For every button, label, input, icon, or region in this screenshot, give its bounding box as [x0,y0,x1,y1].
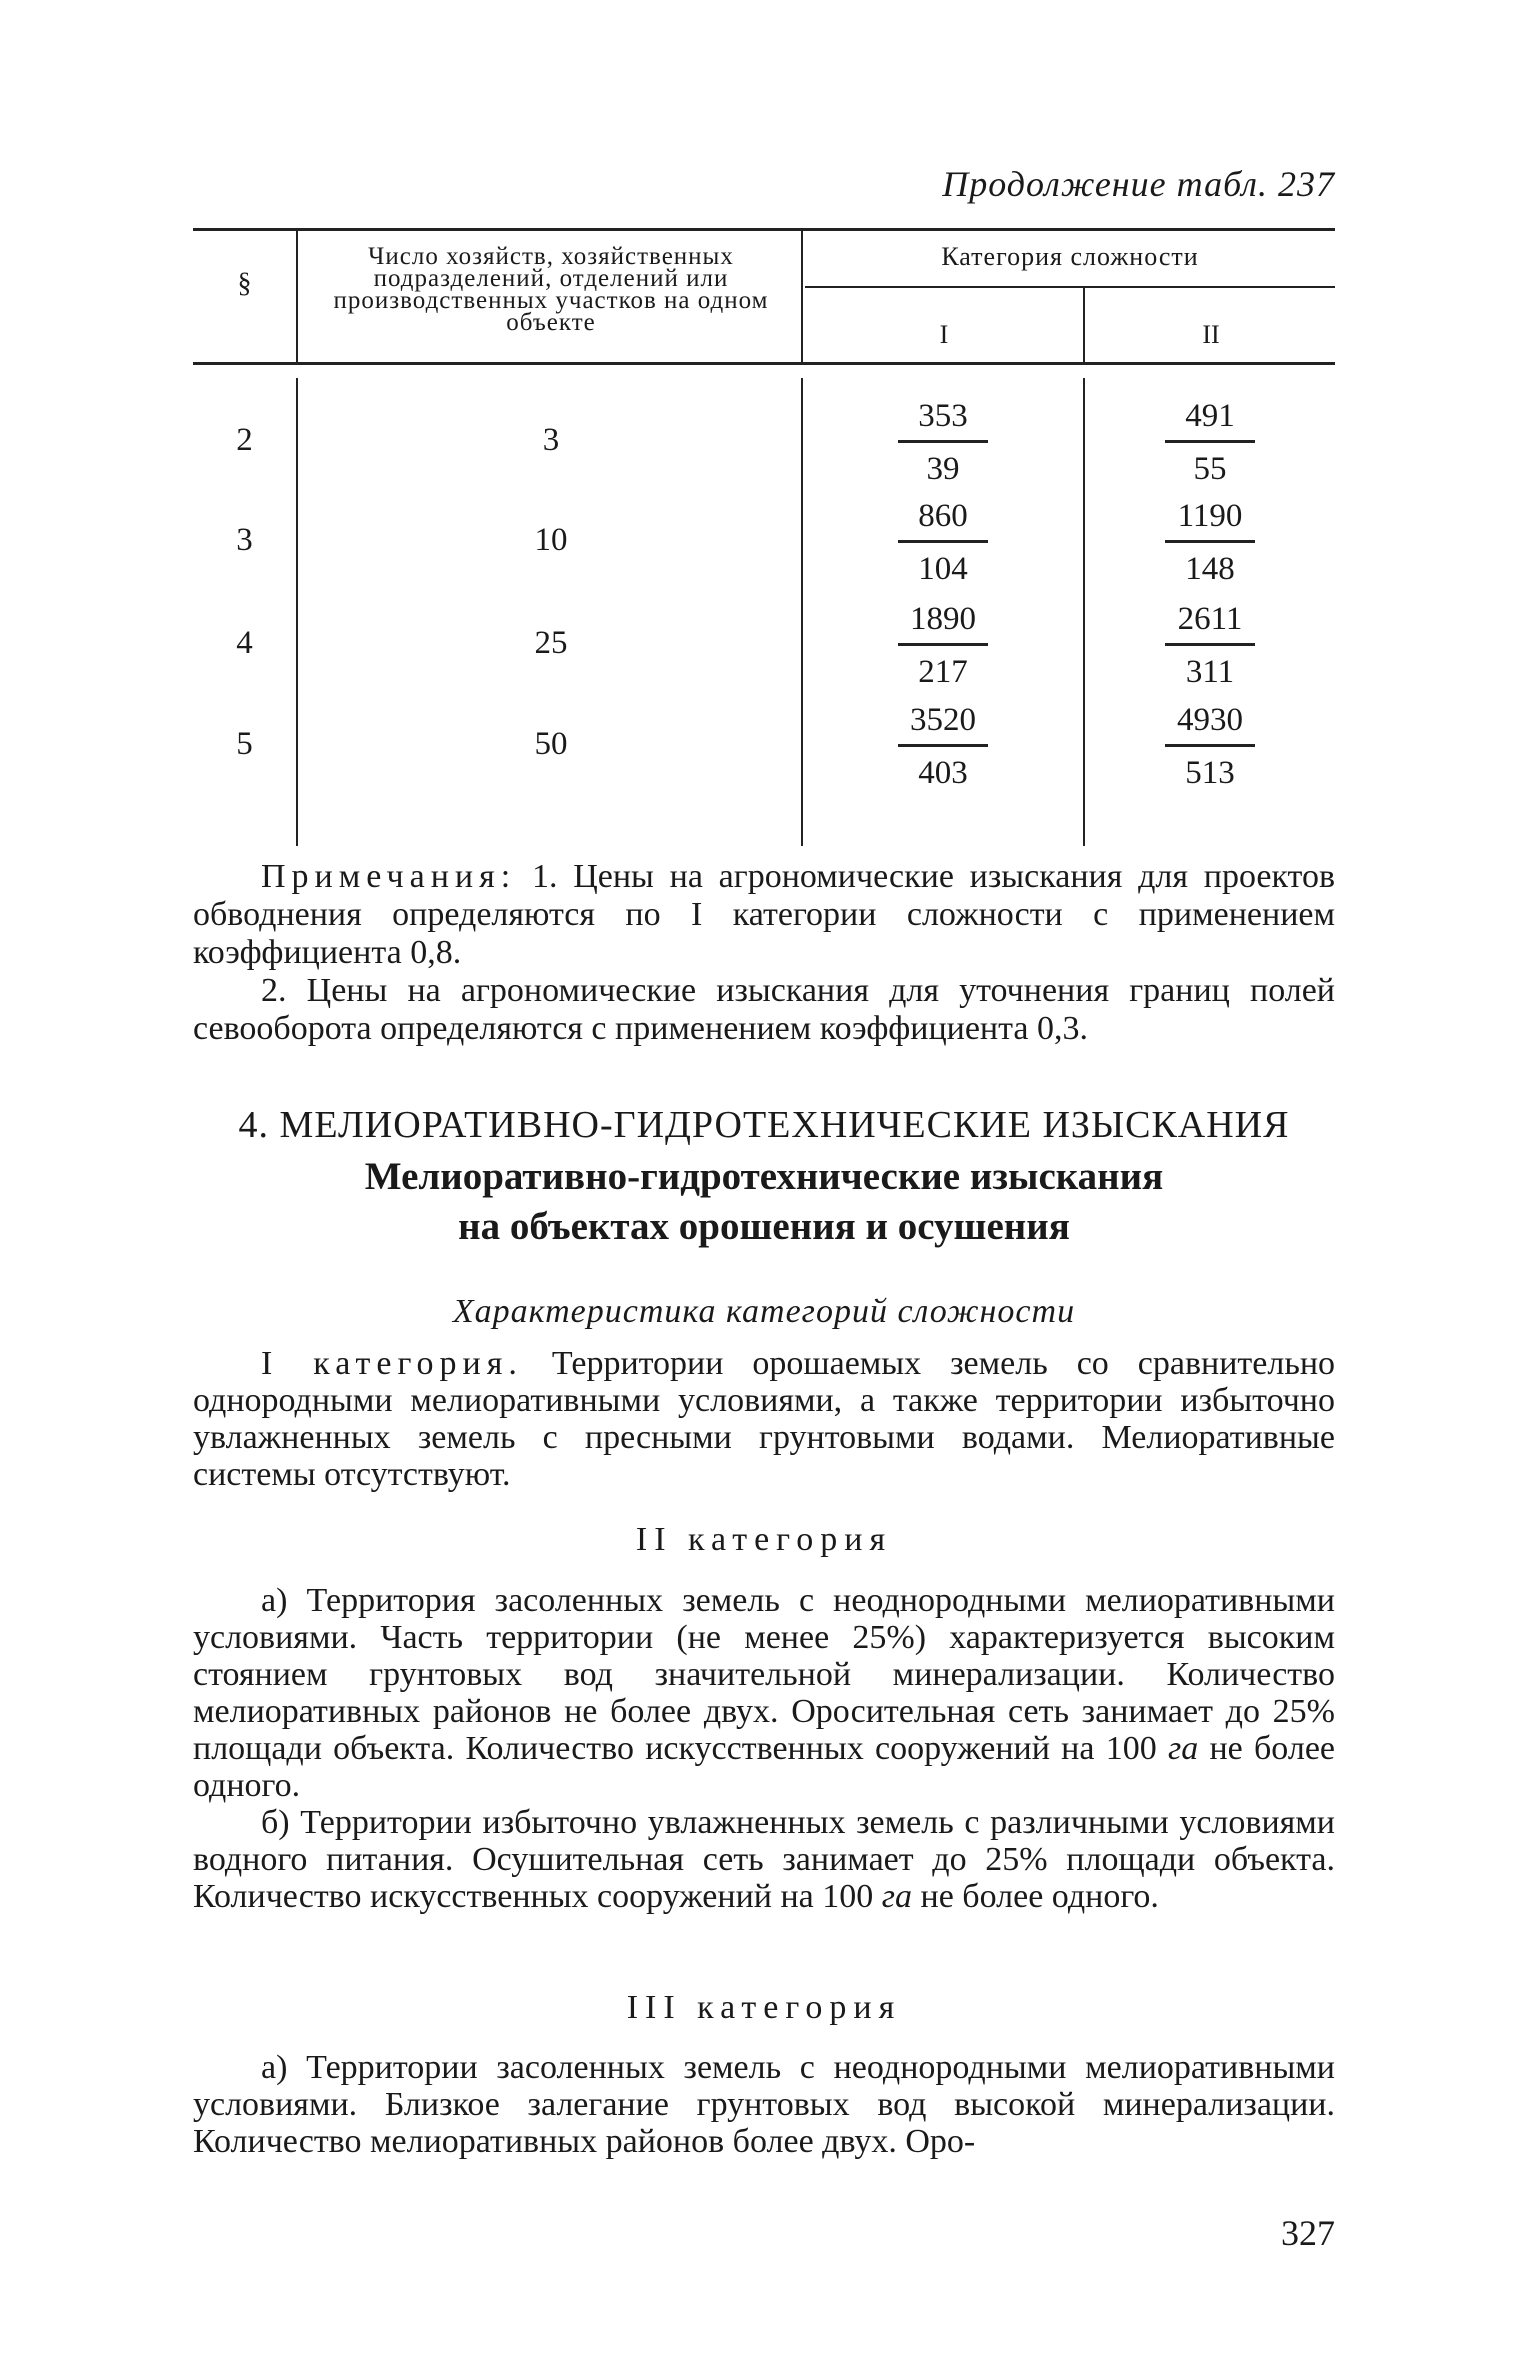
cat2-price: 4930 [1165,700,1255,747]
category-3-item-a: а) Территории засоленных земель с неоднородными мелиоративными условиями. Близкое залегание грунтовых вод высокой минерализации. Количество мелиоративных районов более двух. Оро- [193,2049,1335,2160]
cat1-price: 3520 [898,700,988,747]
row-section: 3 [236,522,253,558]
table-top-rule [193,228,1335,231]
cat1-fraction [898,496,988,589]
cat2-fraction [1165,496,1255,589]
cat1-labor: 217 [918,654,968,690]
header-divider-2 [801,228,803,362]
section-title: 4. МЕЛИОРАТИВНО-ГИДРОТЕХНИЧЕСКИЕ ИЗЫСКАНИЯ [238,1104,1290,1146]
header-category-2: II [1202,320,1220,349]
table-caption: Продолжение табл. 237 [942,164,1335,204]
category-1-body: Территории орошаемых земель со сравнительно однородными мелиоративными условиями, а также территории избыточно увлажненных земель с пресными грунтовыми водами. Мелиоративные системы отсутствуют. [193,1345,1336,1493]
category-1-label: I категория. [261,1345,523,1382]
note-1-text: 1. Цены на агрономические изыскания для проектов обводнения определяются по I категории сложности с применением коэффициента 0,8. [193,858,1336,971]
cat1-price: 860 [898,496,988,543]
price-table [193,228,1335,846]
category-2-a-end: не более одного. [193,1730,1335,1804]
cat2-labor: 55 [1193,451,1227,487]
header-divider-3 [1083,286,1085,362]
section-subtitle [193,1152,1335,1252]
category-2-heading: II категория [635,1521,893,1558]
cat2-price: 491 [1165,396,1255,443]
page-number: 327 [1281,2213,1335,2253]
cat1-price: 1890 [898,599,988,646]
notes-label: Примечания: [261,858,517,895]
note-2: 2. Цены на агрономические изыскания для уточнения границ полей севооборота определяются с применением коэффициента 0,3. [193,972,1335,1047]
cat1-labor: 104 [918,551,968,587]
category-1-text [193,1345,1335,1493]
category-sub-rule [805,286,1335,288]
row-count: 50 [534,726,568,762]
row-section: 2 [236,422,253,458]
category-2-b-unit: га [881,1878,913,1915]
category-1-paragraph [193,1345,1335,1493]
category-2-b-end: не более одного. [920,1878,1159,1915]
category-3-paragraph [193,2049,1335,2160]
cat1-fraction [898,599,988,692]
category-2-item-b [193,1804,1335,1915]
cat1-labor: 403 [918,755,968,791]
category-2-a-text: а) Территория засоленных земель с неоднородными мелиоративными условиями. Часть территории (не менее 25%) характеризуется высоким стоянием грунтовых вод значительной минерализации. Количество мелиоративных районов не более двух. Оросительная сеть занимает до 25% площади объекта. Количество искусственных сооружений на 100 [193,1582,1335,1767]
table-notes [193,858,1335,1048]
cat2-labor: 513 [1185,755,1235,791]
table-row [193,500,1335,606]
header-section-sign: § [237,268,252,299]
cat2-price: 1190 [1165,496,1255,543]
cat2-fraction [1165,700,1255,793]
row-count: 25 [534,625,568,661]
header-category: Категория сложности [941,242,1199,271]
cat1-price: 353 [898,396,988,443]
note-1 [193,858,1335,972]
row-count: 3 [542,422,560,458]
header-category-1: I [939,320,949,349]
cat1-fraction [898,700,988,793]
characteristics-title: Характеристика категорий сложности [452,1293,1076,1330]
category-3-heading: III категория [626,1989,902,2026]
table-row [193,603,1335,709]
section-subtitle-line-2: на объектах орошения и осушения [458,1205,1070,1248]
header-divider-1 [296,228,298,362]
cat2-price: 2611 [1165,599,1255,646]
cat1-fraction [898,396,988,489]
header-description: Число хозяйств, хозяйственных подразделений, отделений или производственных участков на одном объекте [333,243,769,336]
header-bottom-rule [193,362,1335,365]
cat2-fraction [1165,599,1255,692]
cat2-labor: 148 [1185,551,1235,587]
cat2-labor: 311 [1185,654,1235,690]
section-subtitle-line-1: Мелиоративно-гидротехнические изыскания [364,1155,1164,1198]
table-row [193,704,1335,810]
row-section: 4 [236,625,253,661]
cat2-fraction [1165,396,1255,489]
row-section: 5 [236,726,253,762]
category-2-a-unit: га [1167,1730,1199,1767]
category-2-item-a [193,1582,1335,1804]
row-count: 10 [534,522,568,558]
table-row [193,400,1335,506]
category-2-paragraphs [193,1582,1335,1915]
document-page [193,0,1335,2363]
cat1-labor: 39 [926,451,960,487]
category-2-b-text: б) Территории избыточно увлажненных земель с различными условиями водного питания. Осушительная сеть занимает до 25% площади объекта. Количество искусственных сооружений на 100 [193,1804,1335,1915]
